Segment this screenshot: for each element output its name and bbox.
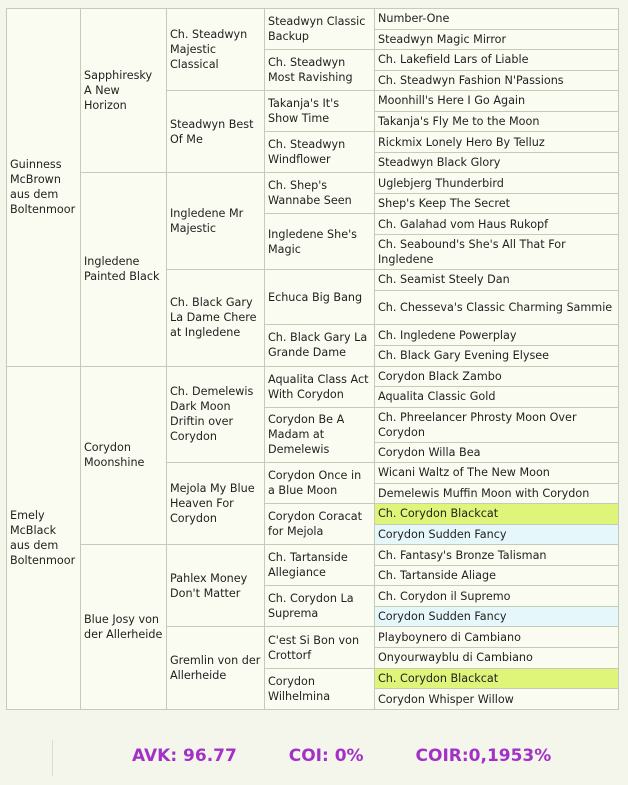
gen5-ancestor-3[interactable]: Ch. Lakefield Lars of Liable	[375, 50, 619, 71]
coir-value: COIR:0,1953%	[415, 746, 552, 766]
gen4-ancestor-1[interactable]: Steadwyn Classic Backup	[265, 9, 375, 50]
gen5-ancestor-9[interactable]: Uglebjerg Thunderbird	[375, 173, 619, 194]
gen4-ancestor-6[interactable]: Ingledene She's Magic	[265, 214, 375, 269]
gen2-ancestor-4[interactable]: Blue Josy von der Allerheide	[81, 545, 167, 710]
gen4-ancestor-3[interactable]: Takanja's It's Show Time	[265, 91, 375, 132]
gen5-ancestor-15[interactable]: Ch. Ingledene Powerplay	[375, 325, 619, 346]
gen5-ancestor-22[interactable]: Demelewis Muffin Moon with Corydon	[375, 483, 619, 504]
gen2-ancestor-2[interactable]: Ingledene Painted Black	[81, 173, 167, 366]
gen4-ancestor-14[interactable]: Ch. Corydon La Suprema	[265, 586, 375, 627]
gen5-ancestor-29[interactable]: Playboynero di Cambiano	[375, 627, 619, 648]
gen5-ancestor-16[interactable]: Ch. Black Gary Evening Elysee	[375, 345, 619, 366]
gen5-ancestor-1[interactable]: Number-One	[375, 9, 619, 30]
gen5-ancestor-11[interactable]: Ch. Galahad vom Haus Rukopf	[375, 214, 619, 235]
gen5-ancestor-6[interactable]: Takanja's Fly Me to the Moon	[375, 111, 619, 132]
gen4-ancestor-12[interactable]: Corydon Coracat for Mejola	[265, 504, 375, 545]
gen5-ancestor-8[interactable]: Steadwyn Black Glory	[375, 152, 619, 173]
gen5-ancestor-24[interactable]: Corydon Sudden Fancy	[375, 524, 619, 545]
gen5-ancestor-5[interactable]: Moonhill's Here I Go Again	[375, 91, 619, 112]
gen4-ancestor-10[interactable]: Corydon Be A Madam at Demelewis	[265, 407, 375, 462]
gen5-ancestor-31[interactable]: Ch. Corydon Blackcat	[375, 668, 619, 689]
gen3-ancestor-2[interactable]: Steadwyn Best Of Me	[167, 91, 265, 173]
gen3-ancestor-7[interactable]: Pahlex Money Don't Matter	[167, 545, 265, 627]
gen4-ancestor-13[interactable]: Ch. Tartanside Allegiance	[265, 545, 375, 586]
gen2-ancestor-3[interactable]: Corydon Moonshine	[81, 366, 167, 545]
gen5-ancestor-23[interactable]: Ch. Corydon Blackcat	[375, 504, 619, 525]
gen3-ancestor-4[interactable]: Ch. Black Gary La Dame Chere at Ingledene	[167, 269, 265, 366]
gen4-ancestor-15[interactable]: C'est Si Bon von Crottorf	[265, 627, 375, 668]
gen5-ancestor-4[interactable]: Ch. Steadwyn Fashion N'Passions	[375, 70, 619, 91]
stats-row	[132, 746, 551, 766]
gen5-ancestor-17[interactable]: Corydon Black Zambo	[375, 366, 619, 387]
gen4-ancestor-4[interactable]: Ch. Steadwyn Windflower	[265, 132, 375, 173]
gen5-ancestor-27[interactable]: Ch. Corydon il Supremo	[375, 586, 619, 607]
gen5-ancestor-12[interactable]: Ch. Seabound's She's All That For Ingledene	[375, 235, 619, 270]
gen4-ancestor-11[interactable]: Corydon Once in a Blue Moon	[265, 463, 375, 504]
avk-value: AVK: 96.77	[132, 746, 237, 766]
gen5-ancestor-28[interactable]: Corydon Sudden Fancy	[375, 606, 619, 627]
gen5-ancestor-25[interactable]: Ch. Fantasy's Bronze Talisman	[375, 545, 619, 566]
gen5-ancestor-20[interactable]: Corydon Willa Bea	[375, 442, 619, 463]
gen5-ancestor-30[interactable]: Onyourwayblu di Cambiano	[375, 648, 619, 669]
pedigree-table	[6, 8, 619, 710]
coi-value: COI: 0%	[288, 746, 364, 766]
gen5-ancestor-13[interactable]: Ch. Seamist Steely Dan	[375, 269, 619, 290]
gen5-ancestor-19[interactable]: Ch. Phreelancer Phrosty Moon Over Corydon	[375, 407, 619, 442]
gen4-ancestor-7[interactable]: Echuca Big Bang	[265, 269, 375, 324]
gen1-ancestor-2[interactable]: Emely McBlack aus dem Boltenmoor	[7, 366, 81, 709]
gen4-ancestor-16[interactable]: Corydon Wilhelmina	[265, 668, 375, 709]
gen5-ancestor-26[interactable]: Ch. Tartanside Aliage	[375, 565, 619, 586]
stats-footer	[6, 712, 618, 782]
gen5-ancestor-10[interactable]: Shep's Keep The Secret	[375, 193, 619, 214]
gen3-ancestor-5[interactable]: Ch. Demelewis Dark Moon Driftin over Corydon	[167, 366, 265, 463]
gen3-ancestor-6[interactable]: Mejola My Blue Heaven For Corydon	[167, 463, 265, 545]
gen3-ancestor-3[interactable]: Ingledene Mr Majestic	[167, 173, 265, 270]
gen3-ancestor-1[interactable]: Ch. Steadwyn Majestic Classical	[167, 9, 265, 91]
gen2-ancestor-1[interactable]: Sapphiresky A New Horizon	[81, 9, 167, 173]
pedigree-panel	[6, 8, 618, 710]
gen5-ancestor-2[interactable]: Steadwyn Magic Mirror	[375, 29, 619, 50]
gen4-ancestor-9[interactable]: Aqualita Class Act With Corydon	[265, 366, 375, 407]
gen5-ancestor-21[interactable]: Wicani Waltz of The New Moon	[375, 463, 619, 484]
gen4-ancestor-2[interactable]: Ch. Steadwyn Most Ravishing	[265, 50, 375, 91]
gen1-ancestor-1[interactable]: Guinness McBrown aus dem Boltenmoor	[7, 9, 81, 367]
gen4-ancestor-8[interactable]: Ch. Black Gary La Grande Dame	[265, 325, 375, 366]
gen4-ancestor-5[interactable]: Ch. Shep's Wannabe Seen	[265, 173, 375, 214]
gen5-ancestor-14[interactable]: Ch. Chesseva's Classic Charming Sammie	[375, 290, 619, 325]
gen5-ancestor-32[interactable]: Corydon Whisper Willow	[375, 689, 619, 710]
gen5-ancestor-18[interactable]: Aqualita Classic Gold	[375, 387, 619, 408]
footer-divider	[52, 740, 53, 776]
gen5-ancestor-7[interactable]: Rickmix Lonely Hero By Telluz	[375, 132, 619, 153]
gen3-ancestor-8[interactable]: Gremlin von der Allerheide	[167, 627, 265, 710]
